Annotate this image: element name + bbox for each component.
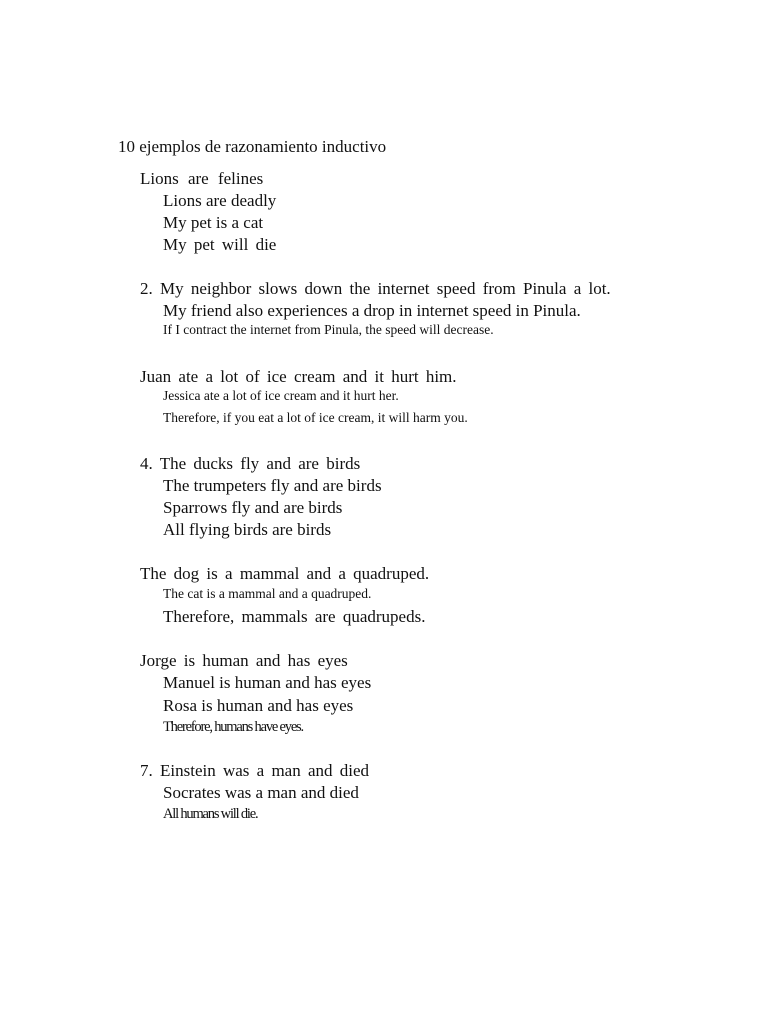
- example-2-conclusion: If I contract the internet from Pinula, the speed will decrease.: [163, 322, 494, 337]
- example-4-premise-3: Sparrows fly and are birds: [163, 498, 343, 517]
- example-5-conclusion: Therefore, mammals are quadrupeds.: [163, 607, 426, 626]
- example-3-conclusion: Therefore, if you eat a lot of ice cream, it will harm you.: [163, 410, 468, 425]
- example-5-premise-1: The dog is a mammal and a quadruped.: [140, 564, 430, 583]
- example-6-premise-1: Jorge is human and has eyes: [140, 651, 348, 670]
- example-5-premise-2: The cat is a mammal and a quadruped.: [163, 586, 372, 601]
- example-3-premise-2: Jessica ate a lot of ice cream and it hurt her.: [163, 388, 399, 403]
- example-4-conclusion: All flying birds are birds: [163, 520, 332, 539]
- example-2-premise-1: 2. My neighbor slows down the internet speed from Pinula a lot.: [140, 279, 611, 298]
- example-7-premise-1: 7. Einstein was a man and died: [140, 761, 370, 780]
- example-6-premise-2: Manuel is human and has eyes: [163, 673, 372, 692]
- example-7-premise-2: Socrates was a man and died: [163, 783, 359, 802]
- document-title: 10 ejemplos de razonamiento inductivo: [118, 137, 387, 156]
- example-6-premise-3: Rosa is human and has eyes: [163, 696, 354, 715]
- example-3-premise-1: Juan ate a lot of ice cream and it hurt him.: [140, 367, 457, 386]
- example-4-premise-2: The trumpeters fly and are birds: [163, 476, 382, 495]
- example-1-conclusion: My pet will die: [163, 235, 277, 254]
- example-7-conclusion: All humans will die.: [163, 806, 258, 822]
- example-6-conclusion: Therefore, humans have eyes.: [163, 719, 303, 735]
- example-1-premise-1: Lions are felines: [140, 169, 264, 188]
- example-2-premise-2: My friend also experiences a drop in internet speed in Pinula.: [163, 301, 581, 320]
- example-1-premise-3: My pet is a cat: [163, 213, 264, 232]
- example-4-premise-1: 4. The ducks fly and are birds: [140, 454, 361, 473]
- example-1-premise-2: Lions are deadly: [163, 191, 277, 210]
